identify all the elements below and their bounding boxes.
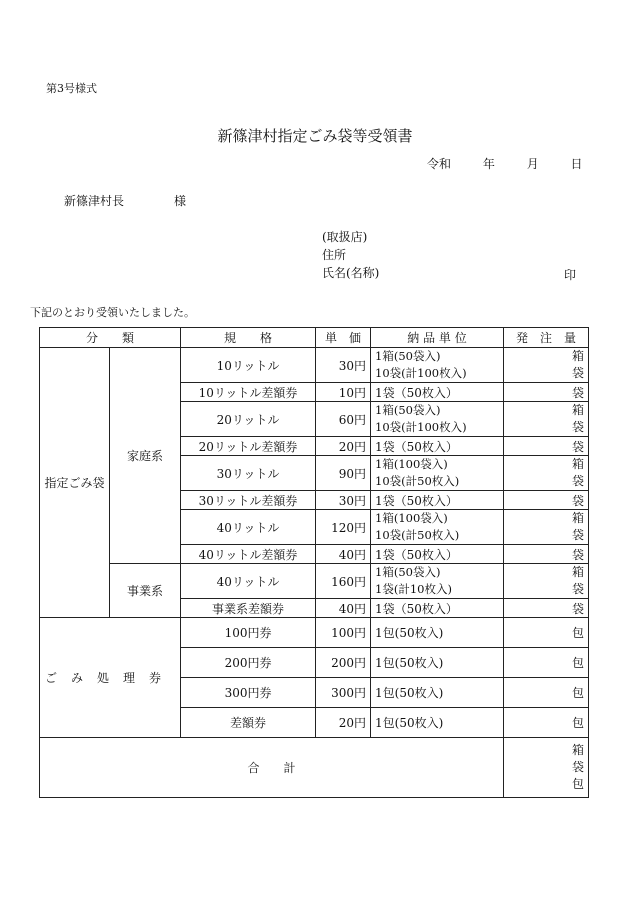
date-year-label: 年 [482, 157, 495, 171]
price-cell: 60円 [316, 402, 371, 437]
form-number: 第3号様式 [46, 82, 97, 95]
spec-cell: 300円券 [181, 678, 316, 708]
price-cell: 30円 [316, 348, 371, 383]
unit-cell [371, 402, 504, 437]
unit-cell: 1包(50枚入) [371, 708, 504, 738]
spec-cell: 事業系差額券 [181, 599, 316, 618]
unit-line: 1箱(100袋入) [375, 511, 448, 525]
header-spec: 規 格 [181, 328, 316, 348]
unit-line: 1箱(50袋入) [375, 403, 441, 417]
quantity-cell[interactable]: 袋 [504, 599, 589, 618]
total-unit: 袋 [572, 760, 585, 774]
price-cell: 300円 [316, 678, 371, 708]
unit-cell [371, 348, 504, 383]
total-unit: 箱 [572, 743, 585, 757]
total-label: 合 計 [40, 738, 504, 798]
price-cell: 40円 [316, 545, 371, 564]
date-month-label: 月 [526, 157, 539, 171]
price-cell: 30円 [316, 491, 371, 510]
quantity-unit: 箱 [572, 511, 585, 525]
unit-cell [371, 564, 504, 599]
unit-line: 1箱(100袋入) [375, 457, 448, 471]
sub-business: 事業系 [110, 564, 181, 618]
unit-cell [371, 510, 504, 545]
total-unit: 包 [572, 777, 585, 791]
spec-cell: 200円券 [181, 648, 316, 678]
unit-cell [371, 456, 504, 491]
unit-line: 10袋(計100枚入) [375, 420, 467, 434]
unit-cell: 1袋（50枚入） [371, 491, 504, 510]
store-address-label: 住所 [322, 248, 347, 262]
quantity-cell[interactable]: 袋 [504, 491, 589, 510]
addressee [64, 192, 186, 209]
unit-line: 10袋(計50枚入) [375, 474, 460, 488]
store-name-label: 氏名(名称) [322, 266, 380, 280]
quantity-unit: 袋 [572, 366, 585, 380]
unit-cell: 1袋（50枚入） [371, 437, 504, 456]
quantity-unit: 箱 [572, 349, 585, 363]
unit-cell: 1包(50枚入) [371, 678, 504, 708]
spec-cell: 40リットル差額券 [181, 545, 316, 564]
quantity-cell[interactable] [504, 456, 589, 491]
price-cell: 200円 [316, 648, 371, 678]
quantity-cell[interactable] [504, 564, 589, 599]
date-day-label: 日 [570, 157, 583, 171]
seal-mark: 印 [564, 268, 577, 282]
quantity-cell[interactable] [504, 402, 589, 437]
sub-household: 家庭系 [110, 348, 181, 564]
spec-cell: 30リットル差額券 [181, 491, 316, 510]
unit-cell: 1包(50枚入) [371, 648, 504, 678]
unit-line: 1袋(計10枚入) [375, 582, 452, 596]
price-cell: 100円 [316, 618, 371, 648]
store-block [322, 228, 379, 282]
category-bags: 指定ごみ袋 [40, 348, 110, 618]
unit-line: 1箱(50袋入) [375, 565, 441, 579]
spec-cell: 100円券 [181, 618, 316, 648]
date-era: 令和 [427, 157, 452, 171]
price-cell: 120円 [316, 510, 371, 545]
document-title: 新篠津村指定ごみ袋等受領書 [217, 127, 413, 145]
quantity-cell[interactable]: 包 [504, 708, 589, 738]
unit-cell: 1袋（50枚入） [371, 545, 504, 564]
date-line [427, 155, 583, 172]
quantity-cell[interactable]: 袋 [504, 437, 589, 456]
header-price: 単 価 [316, 328, 371, 348]
spec-cell: 20リットル差額券 [181, 437, 316, 456]
spec-cell: 40リットル [181, 564, 316, 599]
quantity-cell[interactable] [504, 510, 589, 545]
price-cell: 40円 [316, 599, 371, 618]
quantity-unit: 袋 [572, 420, 585, 434]
price-cell: 10円 [316, 383, 371, 402]
quantity-cell[interactable]: 袋 [504, 545, 589, 564]
quantity-cell[interactable]: 包 [504, 678, 589, 708]
spec-cell: 20リットル [181, 402, 316, 437]
quantity-cell[interactable]: 包 [504, 648, 589, 678]
header-category: 分 類 [40, 328, 181, 348]
table-header-row [40, 328, 589, 348]
quantity-unit: 箱 [572, 403, 585, 417]
header-unit: 納 品 単 位 [371, 328, 504, 348]
table-row [40, 618, 589, 648]
total-quantity-cell[interactable] [504, 738, 589, 798]
spec-cell: 40リットル [181, 510, 316, 545]
table-row [40, 348, 589, 383]
addressee-honorific: 様 [174, 194, 187, 208]
unit-line: 1箱(50袋入) [375, 349, 441, 363]
quantity-unit: 袋 [572, 474, 585, 488]
price-cell: 20円 [316, 708, 371, 738]
unit-cell: 1袋（50枚入） [371, 383, 504, 402]
spec-cell: 30リットル [181, 456, 316, 491]
quantity-unit: 袋 [572, 582, 585, 596]
addressee-name: 新篠津村長 [64, 194, 125, 208]
quantity-unit: 箱 [572, 565, 585, 579]
unit-line: 10袋(計100枚入) [375, 366, 467, 380]
spec-cell: 10リットル差額券 [181, 383, 316, 402]
receipt-table [39, 327, 589, 798]
price-cell: 20円 [316, 437, 371, 456]
store-label: (取扱店) [322, 230, 368, 244]
quantity-cell[interactable]: 包 [504, 618, 589, 648]
header-quantity: 発 注 量 [504, 328, 589, 348]
table-row [40, 564, 589, 599]
intro-text: 下記のとおり受領いたしました。 [30, 306, 195, 319]
quantity-unit: 袋 [572, 528, 585, 542]
category-tickets: ごみ処理券 [40, 618, 181, 738]
quantity-unit: 箱 [572, 457, 585, 471]
unit-cell: 1袋（50枚入） [371, 599, 504, 618]
unit-line: 10袋(計50枚入) [375, 528, 460, 542]
total-row [40, 738, 589, 798]
unit-cell: 1包(50枚入) [371, 618, 504, 648]
spec-cell: 10リットル [181, 348, 316, 383]
price-cell: 90円 [316, 456, 371, 491]
quantity-cell[interactable] [504, 348, 589, 383]
quantity-cell[interactable]: 袋 [504, 383, 589, 402]
spec-cell: 差額券 [181, 708, 316, 738]
price-cell: 160円 [316, 564, 371, 599]
